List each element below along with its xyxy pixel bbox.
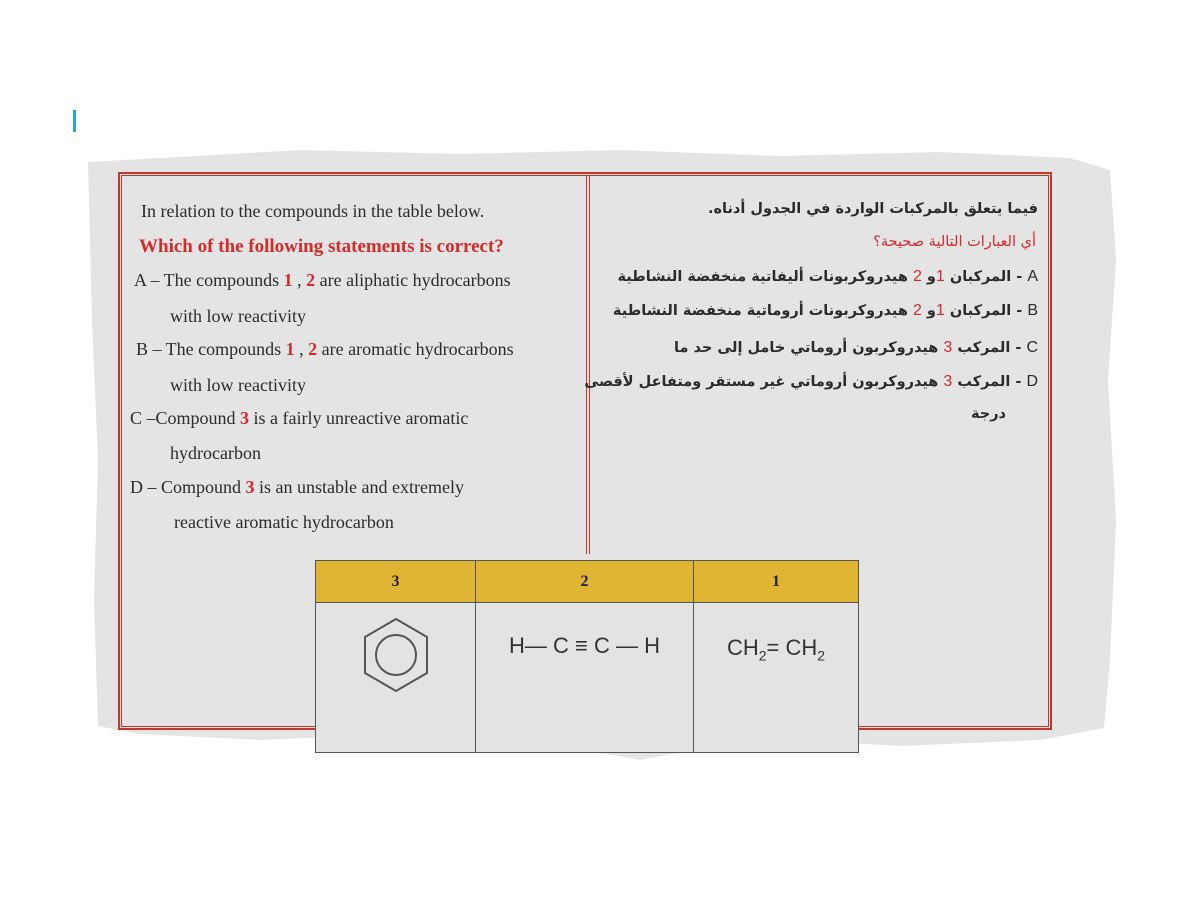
compound-1-cell [694,603,859,753]
english-option-c-continued: hydrocarbon [170,443,261,463]
header-compound-1: 1 [694,561,859,603]
arabic-question: أي العبارات التالية صحيحة؟ [873,234,1036,250]
header-compound-3: 3 [316,561,476,603]
header-compound-2: 2 [476,561,694,603]
english-intro: In relation to the compounds in the table below. [141,201,485,221]
table-header-row [316,561,859,603]
arabic-option-d: D - المركب 3 هيدروكربون أروماتي غير مستقر ومتفاعل لأقصى [584,373,1038,390]
arabic-option-d-continued: درجة [970,406,1006,422]
english-option-c: C –Compound 3 is a fairly unreactive aromatic [130,408,469,428]
english-option-a: A – The compounds 1 , 2 are aliphatic hydrocarbons [134,270,511,290]
compound-3-cell [316,603,476,753]
english-option-b: B – The compounds 1 , 2 are aromatic hydrocarbons [136,339,514,359]
benzene-ring-icon [356,615,436,695]
english-option-d: D – Compound 3 is an unstable and extremely [130,477,464,497]
english-option-d-continued: reactive aromatic hydrocarbon [174,512,394,532]
column-divider [586,176,590,554]
table-formula-row [316,603,859,753]
english-option-b-continued: with low reactivity [170,375,306,395]
ethylene-formula: $CH_2= CH_2$ [726,635,826,664]
english-question: Which of the following statements is correct? [139,236,504,257]
compounds-table [315,560,859,753]
arabic-intro: فيما يتعلق بالمركبات الواردة في الجدول أدناه. [707,201,1038,217]
arabic-option-b: B - المركبان 1و 2 هيدروكربونات أروماتية منخفضة النشاطية [612,302,1038,319]
arabic-option-a: A - المركبان 1و 2 هيدروكربونات أليفاتية منخفضة النشاطية [617,268,1038,285]
compound-2-cell [476,603,694,753]
acetylene-formula: H— C ≡ C — H [509,633,660,658]
english-option-a-continued: with low reactivity [170,306,306,326]
arabic-option-c: C - المركب 3 هيدروكربون أروماتي خامل إلى حد ما [674,339,1038,356]
